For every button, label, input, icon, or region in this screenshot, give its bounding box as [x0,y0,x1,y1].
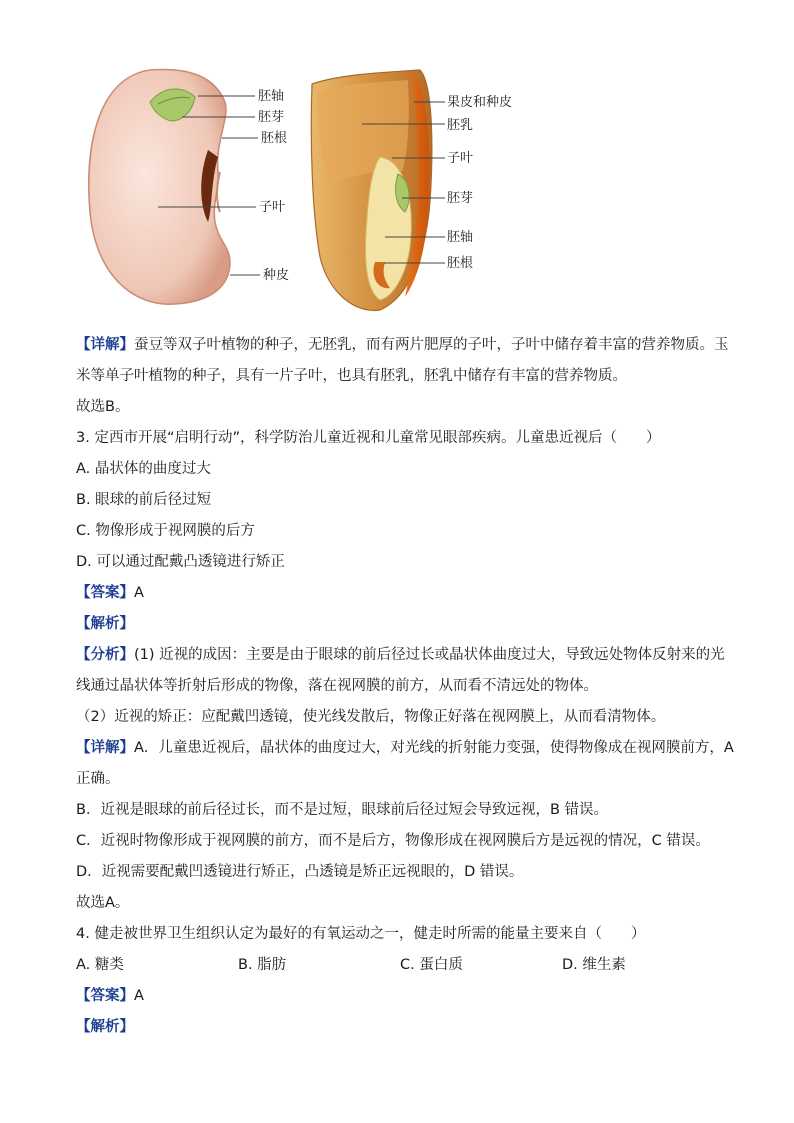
bean-seed [89,69,230,304]
q3-option-b: B. 眼球的前后径过短 [76,492,212,508]
q2-detail-tag: 【详解】 [76,337,134,353]
corn-label-cotyledon: 子叶 [447,151,474,166]
q3-option-c: C. 物像形成于视网膜的后方 [76,523,255,539]
q3-fenxi-line3: （2）近视的矫正：应配戴凹透镜，使光线发散后，物像正好落在视网膜上，从而看清物体。 [76,709,666,725]
q2-detail-line1: 【详解】蚕豆等双子叶植物的种子，无胚乳，而有两片肥厚的子叶，子叶中储存着丰富的营养物质。玉 [76,337,729,353]
q4-options [76,950,716,981]
q4-option-a: A. 糖类 [76,957,124,973]
q4-option-c: C. 蛋白质 [400,957,463,973]
bean-label-hypocotyl: 胚轴 [258,89,285,104]
corn-seed [311,70,432,310]
q3-option-d: D. 可以通过配戴凸透镜进行矫正 [76,554,285,570]
seed-structure-figure [80,62,540,322]
q3-stem: 3. 定西市开展“启明行动”，科学防治儿童近视和儿童常见眼部疾病。儿童患近视后（ ） [76,430,661,446]
q3-choice: 故选A。 [76,895,130,911]
q3-detail-a-line2: 正确。 [76,771,120,787]
q3-fenxi-line1: 【分析】(1) 近视的成因：主要是由于眼球的前后径过长或晶状体曲度过大，导致远处物体反射来的光 [76,647,725,663]
q3-option-a: A. 晶状体的曲度过大 [76,461,211,477]
bean-label-plumule: 胚芽 [258,110,285,125]
q4-stem: 4. 健走被世界卫生组织认定为最好的有氧运动之一，健走时所需的能量主要来自（ ） [76,926,646,942]
corn-label-plumule: 胚芽 [447,191,474,206]
bean-label-cotyledon: 子叶 [259,200,286,215]
q2-choice: 故选B。 [76,399,130,415]
corn-label-hypocotyl: 胚轴 [447,230,474,245]
q4-answer: 【答案】A [76,988,144,1004]
bean-label-seed-coat: 种皮 [263,268,290,283]
q3-detail-b: B．近视是眼球的前后径过长，而不是过短，眼球前后径过短会导致远视，B 错误。 [76,802,609,818]
q3-answer: 【答案】A [76,585,144,601]
q3-analysis-tag: 【解析】 [76,616,134,632]
document-body [76,330,734,1043]
corn-label-endosperm: 胚乳 [447,118,474,133]
q3-fenxi-line2: 线通过晶状体等折射后形成的物像，落在视网膜的前方，从而看不清远处的物体。 [76,678,598,694]
q3-detail-a-line1: 【详解】A．儿童患近视后，晶状体的曲度过大，对光线的折射能力变强，使得物像成在视网膜前方，A [76,740,734,756]
corn-label-pericarp: 果皮和种皮 [447,95,513,110]
q3-detail-c: C．近视时物像形成于视网膜的前方，而不是后方，物像形成在视网膜后方是远视的情况，C 错误。 [76,833,710,849]
q4-option-b: B. 脂肪 [238,957,287,973]
q4-analysis-tag: 【解析】 [76,1019,134,1035]
q2-detail-line2: 米等单子叶植物的种子，具有一片子叶，也具有胚乳，胚乳中储存有丰富的营养物质。 [76,368,627,384]
corn-label-radicle: 胚根 [447,256,474,271]
q3-detail-d: D．近视需要配戴凹透镜进行矫正，凸透镜是矫正远视眼的，D 错误。 [76,864,524,880]
bean-label-radicle: 胚根 [261,131,288,146]
q4-option-d: D. 维生素 [562,957,626,973]
